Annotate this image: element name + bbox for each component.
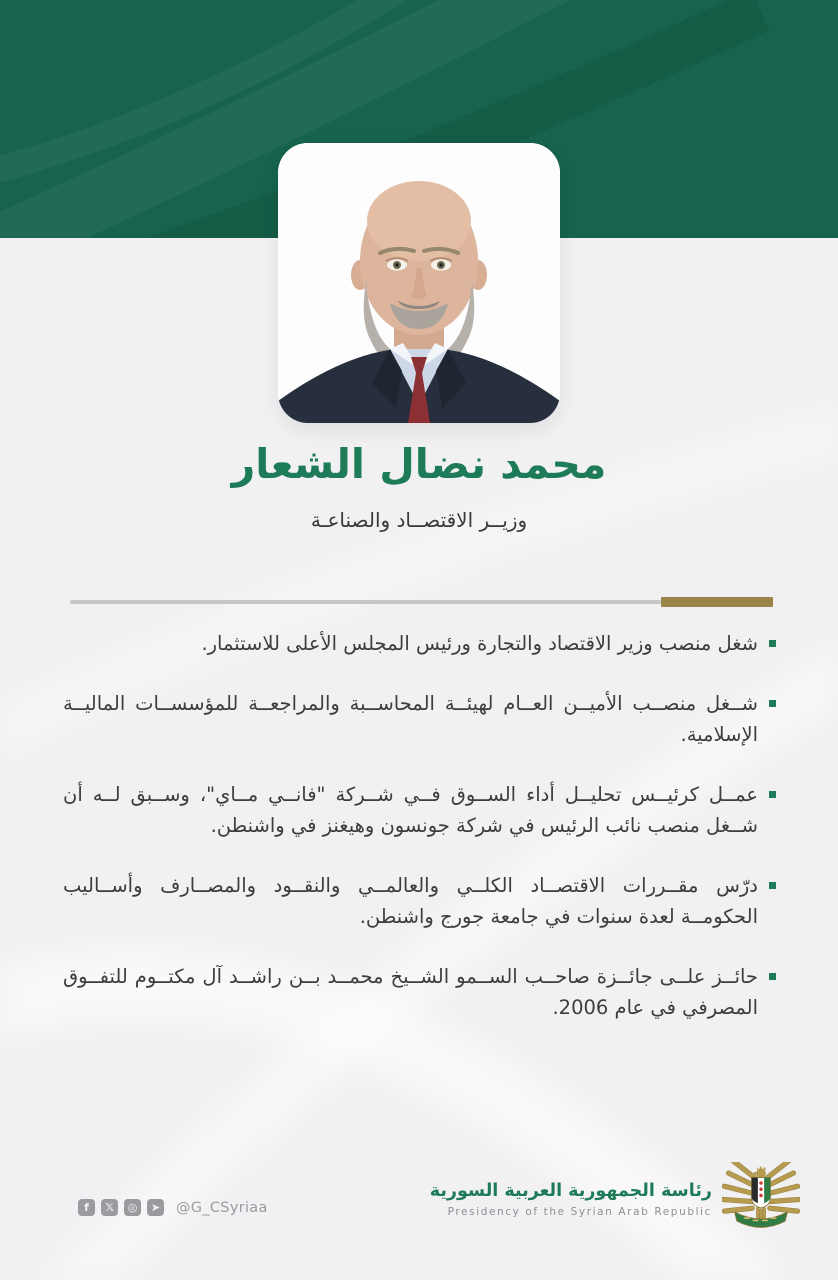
minister-name: محمد نضال الشعار bbox=[231, 440, 607, 488]
telegram-icon: ➤ bbox=[147, 1199, 164, 1216]
section-divider bbox=[70, 594, 773, 610]
bio-bullet bbox=[63, 870, 778, 932]
bio-bullet-text: درّس مقــررات الاقتصــاد الكلــي والعالمــي والنقــود والمصــارف وأســاليب الحكومــة لعدة سنوات في جامعة جورج واشنطن. bbox=[63, 874, 758, 928]
portrait-illustration bbox=[278, 143, 560, 423]
bio-bullet-list bbox=[63, 628, 778, 1052]
portrait-photo bbox=[278, 143, 560, 423]
social-bar bbox=[78, 1199, 268, 1216]
minister-title: وزيــر الاقتصــاد والصناعـة bbox=[310, 508, 528, 532]
instagram-icon: ◎ bbox=[124, 1199, 141, 1216]
presidency-brand bbox=[430, 1162, 800, 1236]
bio-bullet bbox=[63, 779, 778, 841]
bio-bullet-text: شــغل منصــب الأميــن العــام لهيئــة المحاســبة والمراجعــة للمؤسســات الماليــة الإسلامية. bbox=[63, 692, 758, 746]
syrian-eagle-emblem bbox=[722, 1162, 800, 1236]
x-icon: 𝕏 bbox=[101, 1199, 118, 1216]
facebook-icon: f bbox=[78, 1199, 95, 1216]
presidency-name-arabic: رئاسة الجمهورية العربية السورية bbox=[429, 1180, 712, 1201]
bio-bullet bbox=[63, 961, 778, 1023]
bio-bullet bbox=[63, 688, 778, 750]
bio-bullet bbox=[63, 628, 778, 659]
presidency-name-english: Presidency of the Syrian Arab Republic bbox=[447, 1205, 712, 1218]
presidency-name bbox=[430, 1181, 712, 1218]
social-handle: @G_CSyriaa bbox=[176, 1199, 268, 1216]
divider-gold-accent bbox=[661, 597, 773, 607]
bio-bullet-text: حائــز علــى جائــزة صاحــب الســمو الشــيخ محمــد بــن راشــد آل مكتــوم للتفــوق المصرفي في عام 2006. bbox=[63, 965, 758, 1019]
bio-bullet-text: شغل منصب وزير الاقتصاد والتجارة ورئيس المجلس الأعلى للاستثمار. bbox=[201, 632, 758, 655]
divider-line bbox=[70, 600, 661, 604]
bio-bullet-text: عمــل كرئيــس تحليــل أداء الســوق فــي شــركة "فانــي مــاي"، وســبق لــه أن شــغل منصب نائب الرئيس في شركة جونسون وهيغنز في واشنطن. bbox=[63, 783, 758, 837]
